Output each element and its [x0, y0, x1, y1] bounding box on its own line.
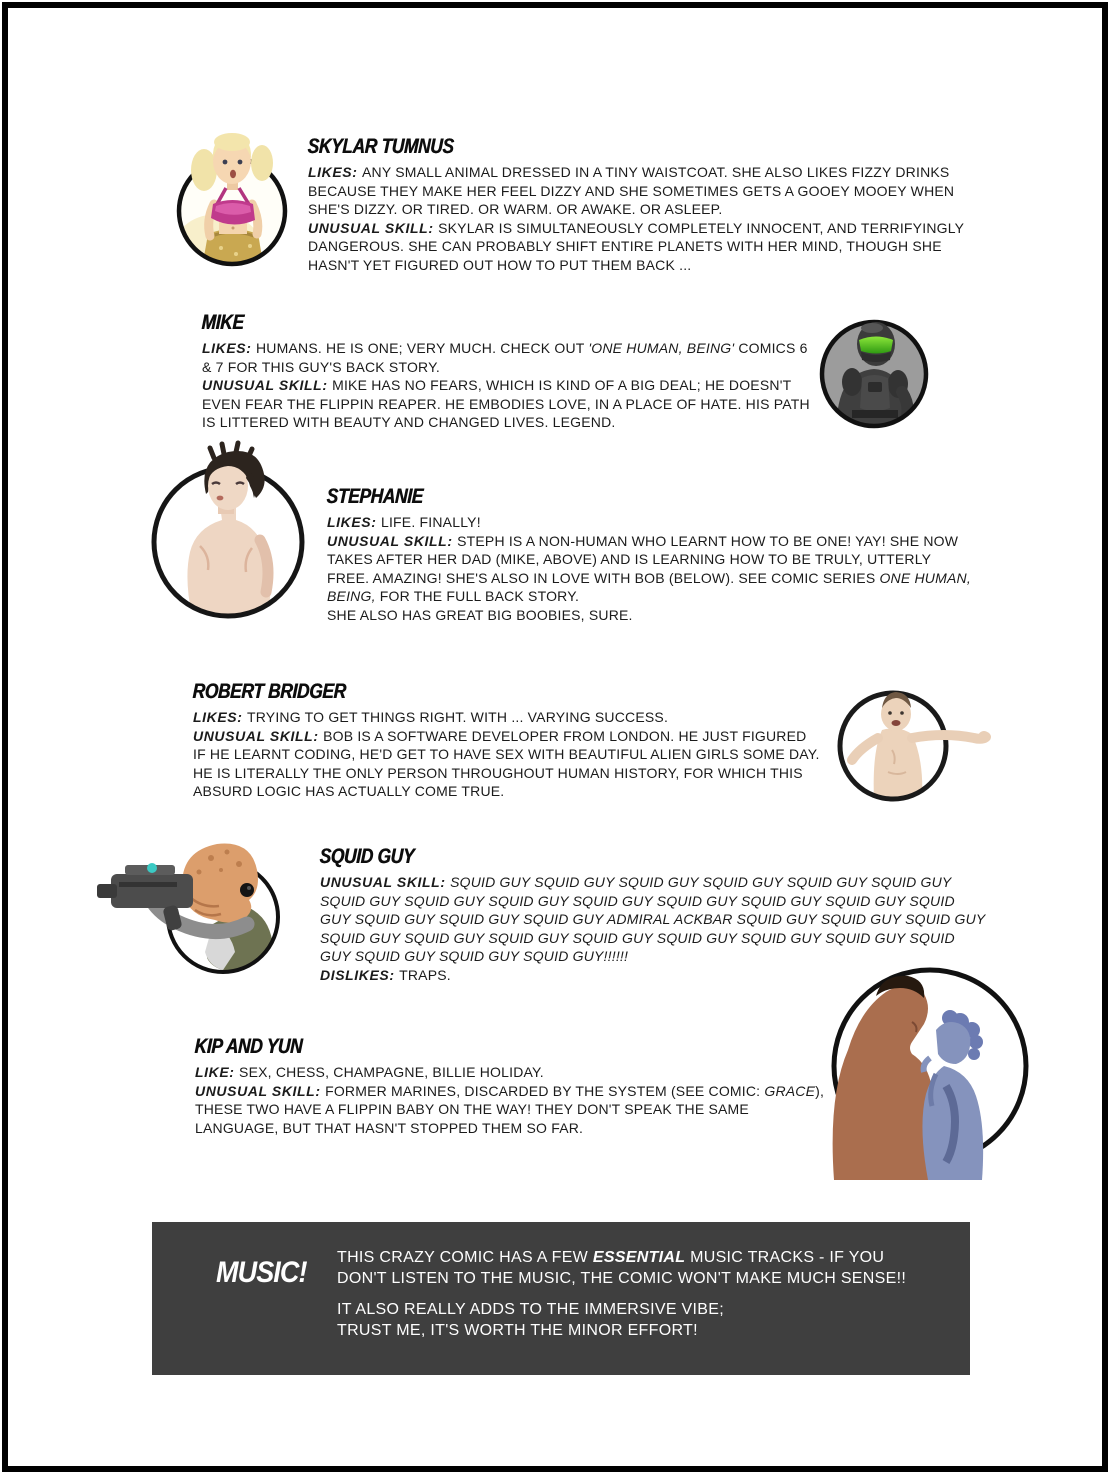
bio-paragraph [337, 1300, 915, 1321]
text-segment: UNUSUAL SKILL: [320, 874, 451, 891]
bio-paragraph [327, 513, 975, 532]
text-segment: BOB IS A SOFTWARE DEVELOPER FROM LONDON. HE JUST FIGURED IF HE LEARNT CODING, HE'D GET TO HAVE SEX WITH BEAUTIFUL ALIEN GIRLS SOME DAY. HE IS LITERALLY THE ONLY PERSON THROUGHOUT HUMAN HISTORY, FOR WHICH THIS ABSURD LOGIC HAS ACTUALLY COME TRUE. [193, 727, 820, 800]
character-bio [308, 163, 968, 275]
bio-paragraph [327, 532, 975, 606]
bio-paragraph [195, 1063, 835, 1082]
text-segment: LIKE: [195, 1064, 240, 1081]
text-segment: LIKES: [202, 340, 256, 357]
text-segment: UNUSUAL SKILL: [308, 219, 439, 236]
text-segment: FOR THE FULL BACK STORY. [375, 588, 580, 605]
text-segment: TRYING TO GET THINGS RIGHT. WITH ... VARYING SUCCESS. [246, 709, 669, 726]
bio-paragraph [320, 873, 988, 966]
character-name: MIKE [201, 311, 245, 334]
text-segment: TRUST ME, IT'S WORTH THE MINOR EFFORT! [337, 1321, 698, 1339]
text-segment: THIS CRAZY COMIC HAS A FEW [337, 1249, 593, 1266]
text-segment: LIKES: [327, 514, 381, 531]
mike-portrait [812, 312, 940, 447]
text-segment: LIKES: [308, 164, 362, 181]
character-bio [202, 339, 817, 432]
kip-and-yun-portrait [818, 966, 1048, 1185]
skylar-portrait [166, 116, 298, 279]
squid-guy-portrait [95, 832, 313, 985]
character-bio [193, 708, 821, 801]
character-name: ROBERT BRIDGER [192, 680, 347, 703]
character-bio [195, 1063, 835, 1137]
bio-paragraph [337, 1321, 915, 1342]
character-bio [327, 513, 975, 625]
text-segment: STEPH IS A NON-HUMAN WHO LEARNT HOW TO BE ONE! YAY! SHE NOW TAKES AFTER HER DAD (MIKE, ABOVE) AND IS LEARNING HOW TO BE TRULY, UTTERLY FREE. AMAZING! SHE'S ALSO IN LOVE WITH BOB (BELOW). SEE COMIC SERIES [327, 532, 959, 586]
text-segment: ESSENTIAL [592, 1249, 686, 1266]
character-name: STEPHANIE [326, 485, 424, 508]
bio-paragraph [202, 339, 817, 376]
text-segment: UNUSUAL SKILL: [327, 532, 458, 549]
text-segment: GRACE [764, 1082, 816, 1099]
bio-paragraph [327, 606, 975, 625]
text-segment: LIKES: [193, 709, 247, 726]
bio-paragraph [308, 163, 968, 219]
music-text [337, 1248, 915, 1341]
text-segment: SQUID GUY SQUID GUY SQUID GUY SQUID GUY SQUID GUY SQUID GUY SQUID GUY SQUID GUY SQUID GUY SQUID GUY SQUID GUY SQUID GUY SQUID GUY SQUID GUY SQUID GUY SQUID GUY SQUID GUY ADMIRAL ACKBAR SQUID GUY SQUID GUY SQUID GUY SQUID GUY SQUID GUY SQUID GUY SQUID GUY SQUID GUY SQUID GUY SQUID GUY SQUID GUY SQUID GUY SQUID GUY SQUID GUY!!!!!! [320, 874, 986, 965]
text-segment: HUMANS. HE IS ONE; VERY MUCH. CHECK OUT [255, 340, 589, 357]
text-segment: LIFE. FINALLY! [380, 514, 481, 531]
text-segment: UNUSUAL SKILL: [202, 377, 333, 394]
text-segment: COMICS 6 & 7 FOR THIS GUY'S BACK STORY. [202, 340, 808, 375]
music-title: MUSIC! [216, 1256, 307, 1289]
text-segment: DISLIKES: [320, 967, 400, 984]
bio-paragraph [202, 376, 817, 432]
character-name: SQUID GUY [319, 845, 415, 868]
text-segment: ONE HUMAN, BEING, [327, 569, 971, 605]
text-segment: TRAPS. [399, 967, 451, 984]
text-segment: SEX, CHESS, CHAMPAGNE, BILLIE HOLIDAY. [239, 1064, 544, 1081]
character-name: SKYLAR TUMNUS [307, 135, 455, 158]
text-segment: ), THESE TWO HAVE A FLIPPIN BABY ON THE WAY! THEY DON'T SPEAK THE SAME LANGUAGE, BUT THAT HASN'T STOPPED THEM SO FAR. [195, 1082, 825, 1136]
text-segment: MIKE HAS NO FEARS, WHICH IS KIND OF A BIG DEAL; HE DOESN'T EVEN FEAR THE FLIPPIN REAPER. HE EMBODIES LOVE, IN A PLACE OF HATE. HIS PATH IS LITTERED WITH BEAUTY AND CHANGED LIVES. LEGEND. [202, 377, 810, 431]
bio-paragraph [195, 1082, 835, 1138]
music-box [152, 1222, 970, 1375]
music-intro-text [337, 1248, 915, 1289]
bio-paragraph [193, 708, 821, 727]
text-segment: FORMER MARINES, DISCARDED BY THE SYSTEM (SEE COMIC: [325, 1082, 765, 1099]
bio-paragraph [337, 1248, 915, 1289]
text-segment: UNUSUAL SKILL: [195, 1082, 326, 1099]
text-segment: IT ALSO REALLY ADDS TO THE IMMERSIVE VIBE; [337, 1301, 724, 1318]
text-segment: MUSIC TRACKS - IF YOU DON'T LISTEN TO THE MUSIC, THE COMIC WON'T MAKE MUCH SENSE!! [337, 1249, 907, 1287]
text-segment: UNUSUAL SKILL: [193, 727, 324, 744]
text-segment: ANY SMALL ANIMAL DRESSED IN A TINY WAISTCOAT. SHE ALSO LIKES FIZZY DRINKS BECAUSE THEY MAKE HER FEEL DIZZY AND SHE SOMETIMES GETS A GOOEY MOOEY WHEN SHE'S DIZZY. OR TIRED. OR WARM. OR AWAKE. OR ASLEEP. [308, 164, 955, 218]
bio-paragraph [308, 219, 968, 275]
text-segment: SKYLAR IS SIMULTANEOUSLY COMPLETELY INNOCENT, AND TERRIFYINGLY DANGEROUS. SHE CAN PROBABLY SHIFT ENTIRE PLANETS WITH HER MIND, THOUGH SHE HASN'T YET FIGURED OUT HOW TO PUT THEM BACK ... [308, 219, 964, 274]
stephanie-portrait [148, 436, 312, 637]
bio-paragraph [193, 727, 821, 801]
robert-portrait [832, 680, 1000, 817]
character-name: KIP AND YUN [194, 1035, 303, 1058]
text-segment: 'ONE HUMAN, BEING' [588, 340, 735, 357]
text-segment: SHE ALSO HAS GREAT BIG BOOBIES, SURE. [327, 607, 633, 624]
music-note-text [337, 1300, 915, 1341]
